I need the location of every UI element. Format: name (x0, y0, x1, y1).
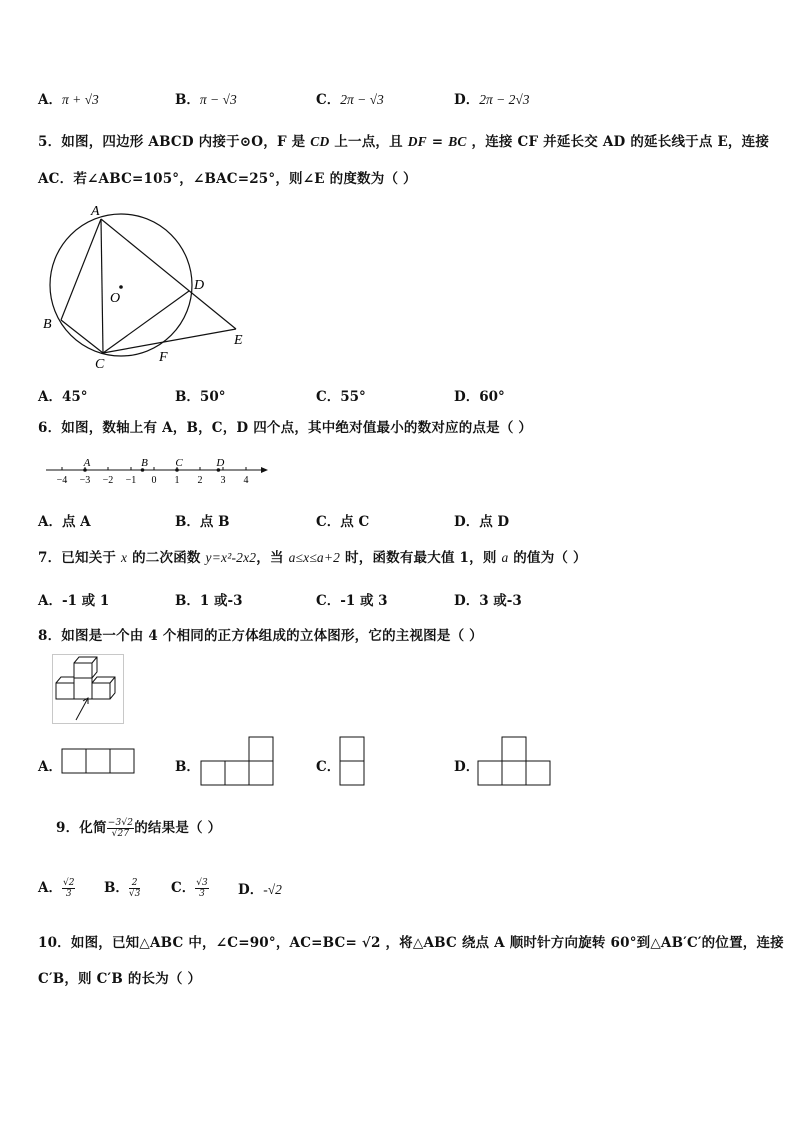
q8-option-d[interactable]: D． (454, 759, 480, 775)
q5-option-d[interactable]: D．60° (454, 389, 505, 405)
q8-option-b[interactable]: B． (175, 759, 200, 775)
cube-left (56, 683, 74, 699)
q5-option-b[interactable]: B．50° (175, 389, 226, 405)
point-label-a: A (83, 457, 91, 469)
segment-ac (101, 219, 103, 353)
q5-option-a[interactable]: A．45° (38, 389, 88, 405)
q7-option-d[interactable]: D．3 或-3 (454, 593, 522, 609)
q7-stem: 7．已知关于 x 的二次函数 y=x²-2x2，当 a≤x≤a+2 时，函数有最大值 1，则 a 的值为（ ） (38, 550, 587, 566)
q7-option-a[interactable]: A．-1 或 1 (38, 593, 110, 609)
q10-stem-line2: C′B，则 C′B 的长为（ ） (38, 971, 202, 987)
cube-right (92, 683, 110, 699)
q6-stem: 6．如图，数轴上有 A，B，C，D 四个点，其中绝对值最小的数对应的点是（ ） (38, 420, 533, 436)
segment-ae (101, 219, 236, 329)
q8-option-c[interactable]: C． (316, 759, 341, 775)
q8-option-a[interactable]: A． (38, 759, 62, 775)
q8-option-c-figure (339, 736, 366, 786)
segment-ab (61, 219, 101, 320)
label-a: A (91, 204, 100, 219)
tick-label: 4 (243, 475, 249, 486)
point-label-c: C (175, 457, 183, 469)
q5-option-c[interactable]: C．55° (316, 389, 366, 405)
q6-option-c[interactable]: C．点 C (316, 514, 370, 530)
tick-label: −4 (56, 475, 68, 486)
point-label-b: B (141, 457, 148, 469)
q4-option-a[interactable]: A．π + √3 (38, 92, 99, 108)
tick-label: 3 (220, 475, 226, 486)
q8-cube-figure (52, 654, 124, 724)
label-e: E (234, 333, 243, 348)
q5-stem-line1: 5．如图，四边形 ABCD 内接于⊙O，F 是 CD 上一点，且 DF = BC ，连接 CF 并延长交 AD 的延长线于点 E，连接 (38, 134, 770, 150)
arc-cd: CD (310, 134, 330, 149)
figure-frame (53, 655, 124, 724)
segment-bc (61, 320, 103, 353)
q4-option-d[interactable]: D．2π − 2√3 (454, 92, 530, 108)
q8-option-b-figure (199, 736, 276, 786)
q5-circle-figure (40, 198, 260, 368)
q4-option-b[interactable]: B．π − √3 (175, 92, 237, 108)
tick-label: −3 (79, 475, 91, 486)
segment-ce (103, 329, 236, 353)
q9-option-a[interactable]: A． $\frac{√2}{3}$ (38, 878, 75, 899)
cube-top (74, 663, 92, 678)
view-arrow (76, 698, 88, 720)
q6-number-line (42, 452, 274, 490)
q9-fraction: $\frac{-3√2}{√27}$ (107, 818, 134, 839)
q8-stem: 8．如图是一个由 4 个相同的正方体组成的立体图形，它的主视图是（ ） (38, 628, 483, 644)
label-c: C (95, 357, 105, 368)
q4-option-c[interactable]: C．2π − √3 (316, 92, 384, 108)
axis-arrow (261, 467, 268, 473)
tick-label: 1 (174, 475, 180, 486)
q6-option-a[interactable]: A．点 A (38, 514, 91, 530)
q10-stem-line1: 10．如图，已知△ABC 中，∠C=90°，AC=BC= √2 ，将△ABC 绕点 A 顺时针方向旋转 60°到△AB′C′的位置，连接 (38, 935, 784, 951)
arc-bc: BC (448, 134, 467, 149)
tick-label: −1 (125, 475, 137, 486)
tick-label: −2 (102, 475, 114, 486)
label-f: F (159, 350, 168, 365)
q6-option-d[interactable]: D．点 D (454, 514, 510, 530)
cube-group (56, 657, 115, 720)
arc-df: DF (407, 134, 427, 149)
q9-option-b[interactable]: B． $\frac{2}{√3}$ (104, 878, 141, 899)
cube-top-depth (74, 657, 97, 678)
q8-option-a-figure (61, 748, 137, 774)
q9-option-c[interactable]: C． $\frac{√3}{3}$ (171, 878, 208, 899)
label-b: B (43, 317, 52, 332)
q9-stem: 9．化简 $\frac{-3√2}{√27}$ 的结果是（ ） (56, 818, 222, 839)
label-o: O (110, 291, 121, 306)
tick-label: 0 (151, 475, 157, 486)
q7-option-c[interactable]: C．-1 或 3 (316, 593, 388, 609)
tick-label: 2 (197, 475, 203, 486)
q9-option-d[interactable]: D．-√2 (238, 882, 282, 898)
q8-option-d-figure (476, 736, 555, 786)
label-d: D (194, 278, 205, 293)
point-label-d: D (216, 457, 225, 469)
q6-option-b[interactable]: B．点 B (175, 514, 230, 530)
cube-middle (74, 678, 92, 699)
q7-option-b[interactable]: B．1 或-3 (175, 593, 243, 609)
center-point (119, 285, 123, 289)
q5-stem-line2: AC．若∠ABC=105°，∠BAC=25°，则∠E 的度数为（ ） (38, 171, 417, 187)
